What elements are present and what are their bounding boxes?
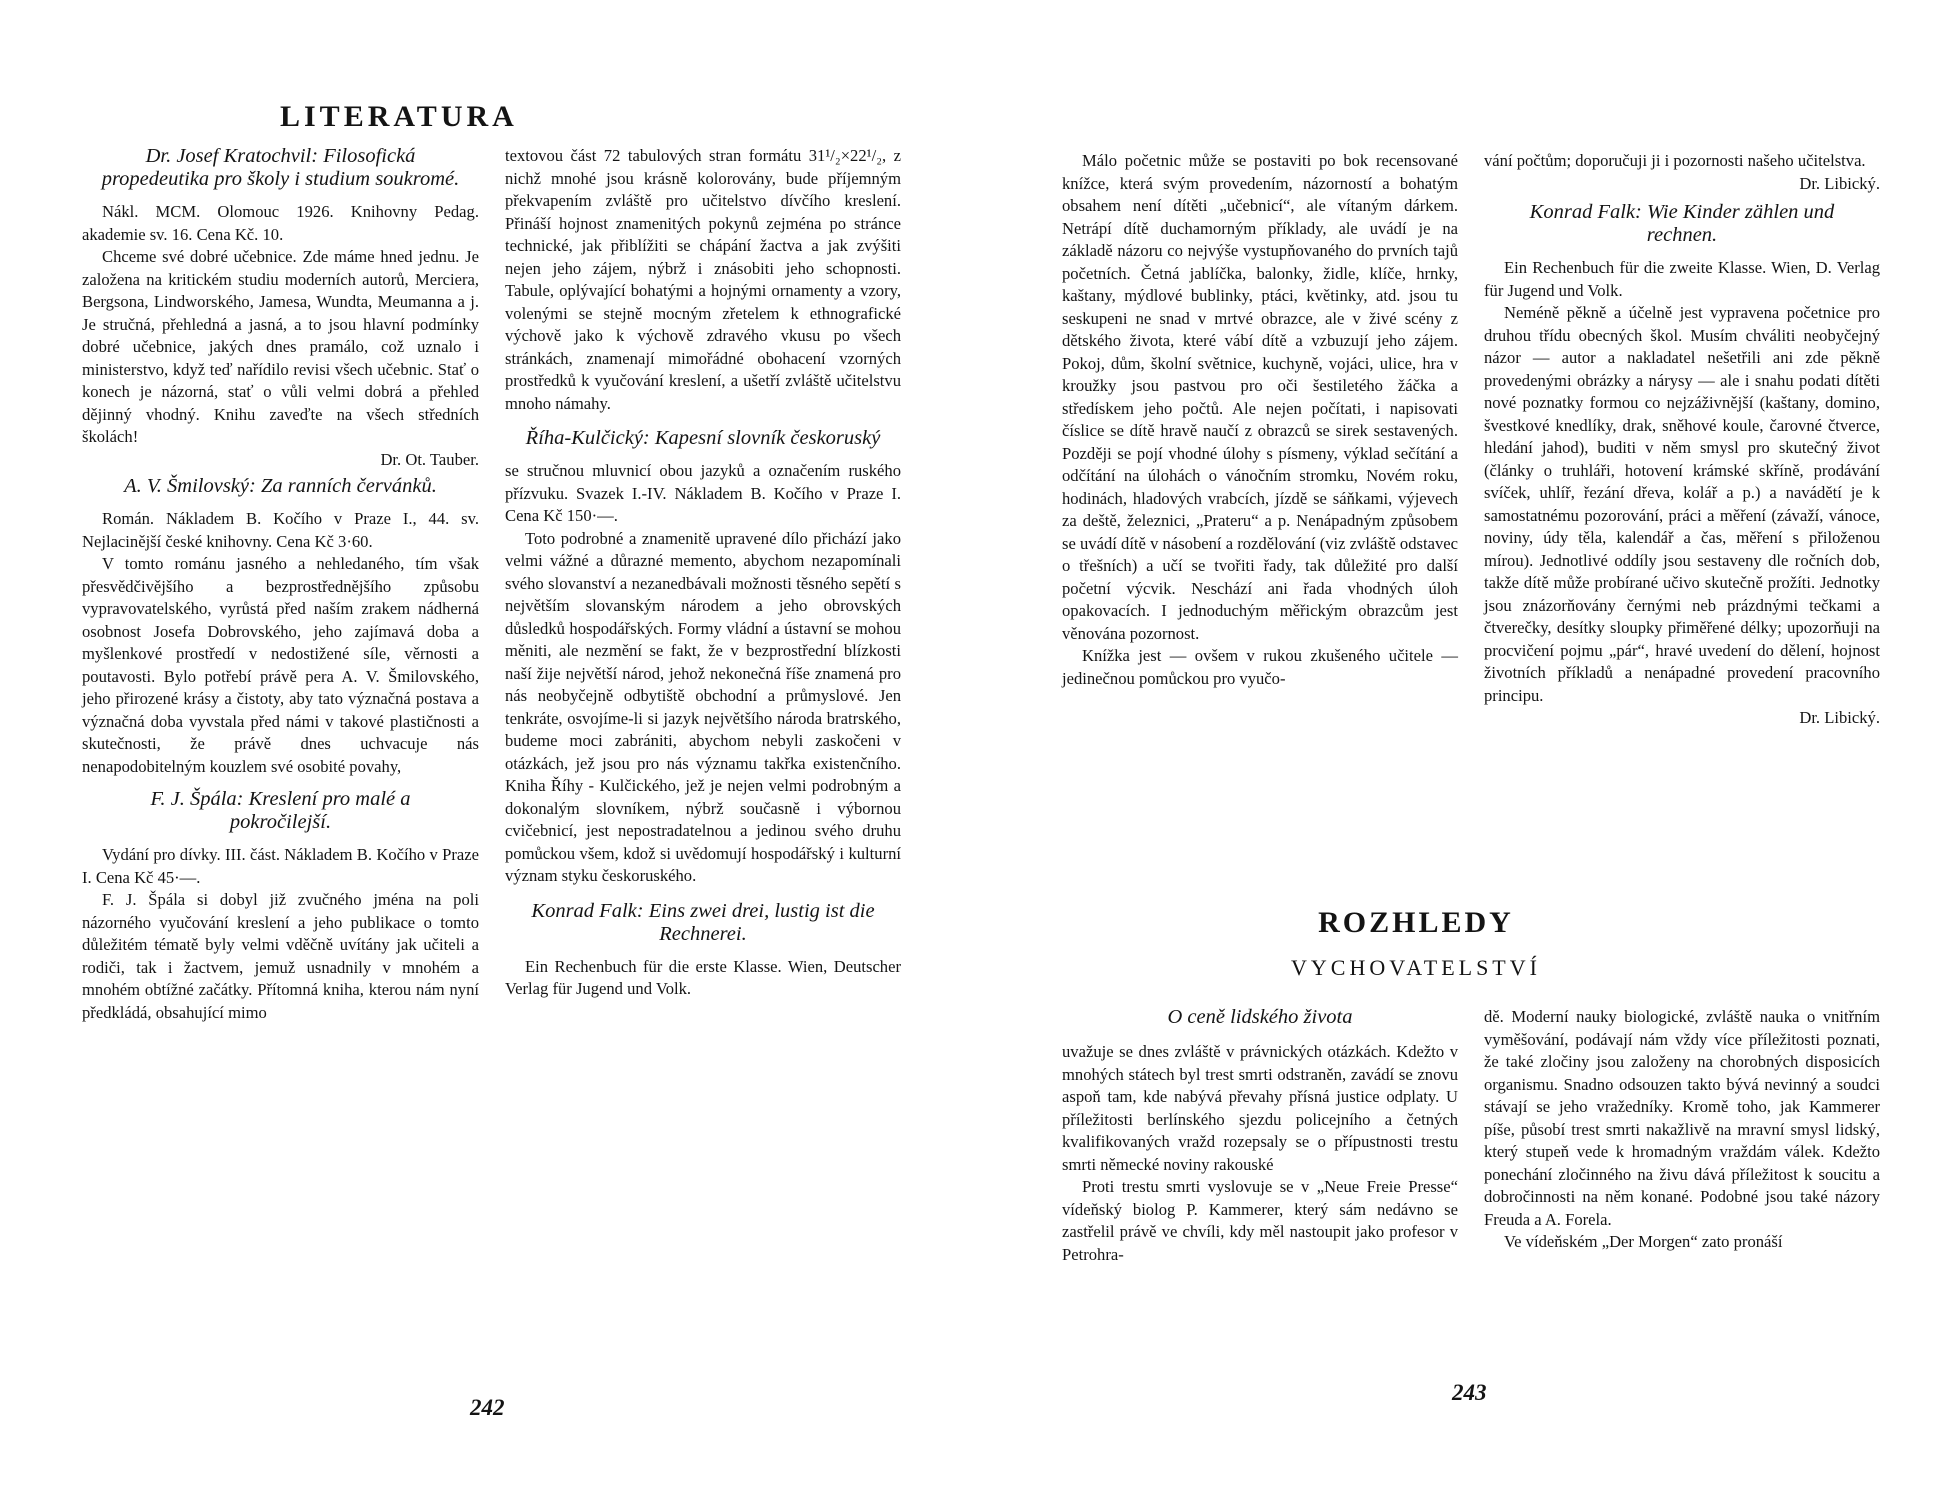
review-signature: Dr. Libický. xyxy=(1799,173,1880,193)
subsection-title-vychovatelstvi: VYCHOVATELSTVÍ xyxy=(1291,955,1541,980)
article-body: Ve vídeňském „Der Morgen“ zato pronáší xyxy=(1504,1232,1783,1251)
page-number: 243 xyxy=(1452,1380,1487,1405)
article-body: dě. Moderní nauky biologické, zvláště nauka o vnitřním vyměšování, podávají nám vždy více příležitosti poznati, že také zločiny jsou založeny na chorobných disposicích organismu. Snadno odsouzen takto bývá nevinný a soudci stávají se jeho vražedníky. Kromě toho, jak Kammerer píše, působí trest smrti nakažlivě na mravní smysl lidský, který stupeň vede k hromadným vraždám válek. Kdežto ponechání zločinného na živu dává příležitost k soucitu a dobročinnosti na něm konané. Podobné jsou také názory Freuda a A. Forela. xyxy=(1484,1007,1880,1229)
review-biblio: se stručnou mluvnicí obou jazyků a označením ruského přízvuku. Svazek I.-IV. Nákladem B. Kočího v Praze I. Cena Kč 150·—. xyxy=(505,461,901,525)
review-body-continued: textovou část 72 tabulových stran formátu 31¹/₂×22¹/₂, z nichž mnohé jsou krásně kolorovány, bude příjemným překvapením zvláště pro učitelstvo dívčího kreslení. Přináší hojnost znamenitých pokynů zejména po stránce technické, jak přiblížiti se chápání žactva a jak zvýšiti nejen jeho zájem, nýbrž i znásobiti jeho schopnosti. Tabule, oplývající bohatými a hojnými ornamenty a vzory, volenými se stejně mocným zřetelem k ethnografické výchově jako k výchově zdravého vkusu po všech stránkách, znamenají mimořádné obohacení vzorných prostředků k vyučování kreslení, a ušetří zvláště učitelstvu mnoho námahy. xyxy=(505,146,901,413)
review-signature: Dr. Libický. xyxy=(1799,708,1880,727)
article-body: Proti trestu smrti vyslovuje se v „Neue Freie Presse“ vídeňský biolog P. Kammerer, který sám nedávno se zastřelil právě ve chvíli, kdy měl nastoupit jako profesor v Petrohra- xyxy=(1062,1177,1458,1264)
page-number: 242 xyxy=(470,1395,505,1420)
review-biblio: Ein Rechenbuch für die zweite Klasse. Wien, D. Verlag für Jugend und Volk. xyxy=(1484,258,1880,300)
review-heading: Konrad Falk: Wie Kinder zählen und rechnen. xyxy=(1529,201,1835,246)
review-biblio: Ein Rechenbuch für die erste Klasse. Wien, Deutscher Verlag für Jugend und Volk. xyxy=(505,956,901,998)
right-column-2 xyxy=(1484,150,1880,730)
review-body: Chceme své dobré učebnice. Zde máme hned jednu. Je založena na kritickém studiu moderních autorů, Merciera, Bergsona, Lindworského, Jamesa, Wundta, Meumanna a j. Je stručná, přehledná a jasná, a to jsou hlavní podmínky dobré učebnice, jakých dnes pramálo, což uznalo i ministerstvo, když teď nařídilo revisi všech učebnic. Stať o konech je názorná, stať o vůli velmi dobrá a přehled dějinný vhodný. Knihu zaveďte na všech středních školách! xyxy=(82,247,479,446)
section-title-rozhledy: ROZHLEDY xyxy=(1318,906,1514,939)
review-heading: Dr. Josef Kratochvil: Filosofická propedeutika pro školy i studium soukromé. xyxy=(101,145,460,190)
review-signature: Dr. Ot. Tauber. xyxy=(380,449,479,469)
right-column-1 xyxy=(1062,150,1458,690)
review-body-continued: Málo početnic může se postaviti po bok recensované knížce, která svým provedením, názorností a bohatým obsahem není dítěti „učebnicí“, ale vítaným dárkem. Netrápí dítě duchamorným příklady, ale uvádí je na základě názoru co nejvýše vystupňovaného do prvních tajů početních. Četná jablíčka, balonky, židle, klíče, hrnky, kaštany, mýdlové bublinky, ptáci, květinky, atd. jsou tu seskupeni ne snad v mrtvé obrazce, ale v živé scény z dětského života, které vábí dítě a vzbuzují jeho zájem. Pokoj, dům, školní světnice, kuchyně, vojáci, ulice, hra v kroužky jsou pastvou pro oči šestiletého žáčka a středískem jeho počtů. Ale nejen počítati, i napisovati číslice se dítě hravě naučí z obrazců se sirek sestavených. Později se pojí vhodné úlohy s písmeny, výklad sečítání a odčítání na úlohách o vánočním stromku, Novém roku, hodinách, hladových vrabcích, jízdě se sáňkami, výjevech za deště, železnici, „Prateru“ a p. Nenápadným způsobem se uvádí dítě v násobení a rozdělování (viz zvláště odstavec o třešních) a učí se tvořiti řady, tak důležité pro další početní výcvik. Neschází ani řada vhodných úloh opakovacích. I jednoduchým měřickým obrazcům jest věnována pozornost. xyxy=(1062,151,1458,643)
review-biblio: Nákl. MCM. Olomouc 1926. Knihovny Pedag. akademie sv. 16. Cena Kč. 10. xyxy=(82,202,479,244)
review-body-continued: vání počtům; doporučuji ji i pozornosti našeho učitelstva. xyxy=(1484,151,1866,170)
right-column-3 xyxy=(1062,1006,1458,1266)
review-heading: Konrad Falk: Eins zwei drei, lustig ist die Rechnerei. xyxy=(531,899,875,945)
review-body: F. J. Špála si dobyl již zvučného jména na poli názorného vyučování kreslení a jeho publikace o tomto důležitém tématě byly velmi vděčně uvítány jak učiteli a rodiči, tak i žactvem, jemuž usnadnily v mnohém a mnohém obtížné začátky. Přítomná kniha, kterou nám nyní předkládá, obsahující mimo xyxy=(82,890,479,1022)
review-heading: F. J. Špála: Kreslení pro malé a pokročilejší. xyxy=(150,788,411,833)
left-column-1 xyxy=(82,145,479,1024)
review-body: V tomto románu jasného a nehledaného, tím však přesvědčivějšího a bezprostřednějšího způsobu vypravovatelského, vyrůstá před naším zrakem nádherná osobnost Josefa Dobrovského, jeho zajímavá doba a myšlenkové prostředí v nedostižené síle, věrnosti a poutavosti. Bylo potřebí právě pera A. V. Šmilovského, jeho přirozené krásy a čistoty, aby tato význačná postava a význačná doba vyvstala před námi v takové plastičnosti a skutečnosti, že právě dnes uchvacuje nás nenapodobitelným kouzlem své osobité povahy, xyxy=(82,554,479,776)
right-column-4 xyxy=(1484,1006,1880,1254)
review-body: Neméně pěkně a účelně jest vypravena početnice pro druhou třídu obecných škol. Musím chváliti neobyčejný názor — autor a nakladatel nešetřili ani zde pěkně provedenými obrázky a nárysy — ale i snahu podati dítěti nové poznatky formou co nejzáživnější (kaštany, domino, švestkové knedlíky, drak, sněhové koule, čarovné čtverce, hledání jahod), buditi v něm smysl pro skutečný život (články o truhláři, hotovení krámské skříně, prodávání svíček, uhlíř, řezání dřeva, kolář a p.) a navádětí je k samostatnému pozorování, práci a měření (závaží, vánoce, noviny, údy těla, kalendář a čas, měření s přiloženou mírou). Jednotlivé oddíly jsou sestaveny dle ročních dob, takže dítě může probírané učivo skutečně prožíti. Jednotky jsou znázorňovány černými neb prázdnými tečkami a čtverečky, desítky sloupky přiměřené délky; upozorňuji na procvičení pojmu „pár“, hravé uvedení do dělení, hojnost životních příkladů a nenápadné provedení pracovního principu. xyxy=(1484,303,1880,705)
review-heading: Říha-Kulčický: Kapesní slovník českoruský xyxy=(525,427,881,449)
review-biblio: Román. Nákladem B. Kočího v Praze I., 44. sv. Nejlacinější české knihovny. Cena Kč 3·60. xyxy=(82,509,479,551)
article-body: uvažuje se dnes zvláště v právnických otázkách. Kdežto v mnohých státech byl trest smrti odstraněn, zavádí se znovu aspoň tam, kde nabývá převahy přísná justice odplaty. U příležitosti berlínského sjezdu policejního a četných kvalifikovaných vražd rozepsaly se o přípustnosti trestu smrti německé noviny rakouské xyxy=(1062,1042,1458,1174)
review-biblio: Vydání pro dívky. III. část. Nákladem B. Kočího v Praze I. Cena Kč 45·—. xyxy=(82,845,479,887)
review-body-continued: Knížka jest — ovšem v rukou zkušeného učitele — jedinečnou pomůckou pro vyučo- xyxy=(1062,646,1458,688)
review-body: Toto podrobné a znamenitě upravené dílo přichází jako velmi vážné a důrazné memento, abychom nezapomínali svého slovanství a nezanedbávali možnosti těsného sepětí s největším slovanským národem a jeho obrovských důsledků hospodářských. Formy vládní a ústavní se mohou měniti, ale nezmění se fakt, že v bezprostřední blízkosti naší žije největší národ, jehož nekonečná říše znamená pro nás neobyčejně odbytiště obchodní a průmyslové. Jen tenkráte, osvojíme-li si jazyk největšího národa bratrského, budeme moci zabrániti, abychom nebyli zaskočeni v otázkách, jež jsou pro nás významu takřka existenčního. Kniha Říhy - Kulčického, jež je nejen velmi podrobným a dokonalým slovníkem, nýbrž současně i výbornou cvičebnicí, jest nepostradatelnou a jedinou svého druhu pomůckou všem, kdož si uvědomují hospodářský i kulturní význam styku českoruského. xyxy=(505,528,901,885)
article-heading: O ceně lidského života xyxy=(1167,1006,1353,1028)
right-page xyxy=(976,0,1952,1501)
left-column-2 xyxy=(505,145,901,1001)
review-heading: A. V. Šmilovský: Za ranních červánků. xyxy=(124,475,437,497)
section-title-literatura: LITERATURA xyxy=(280,100,518,133)
